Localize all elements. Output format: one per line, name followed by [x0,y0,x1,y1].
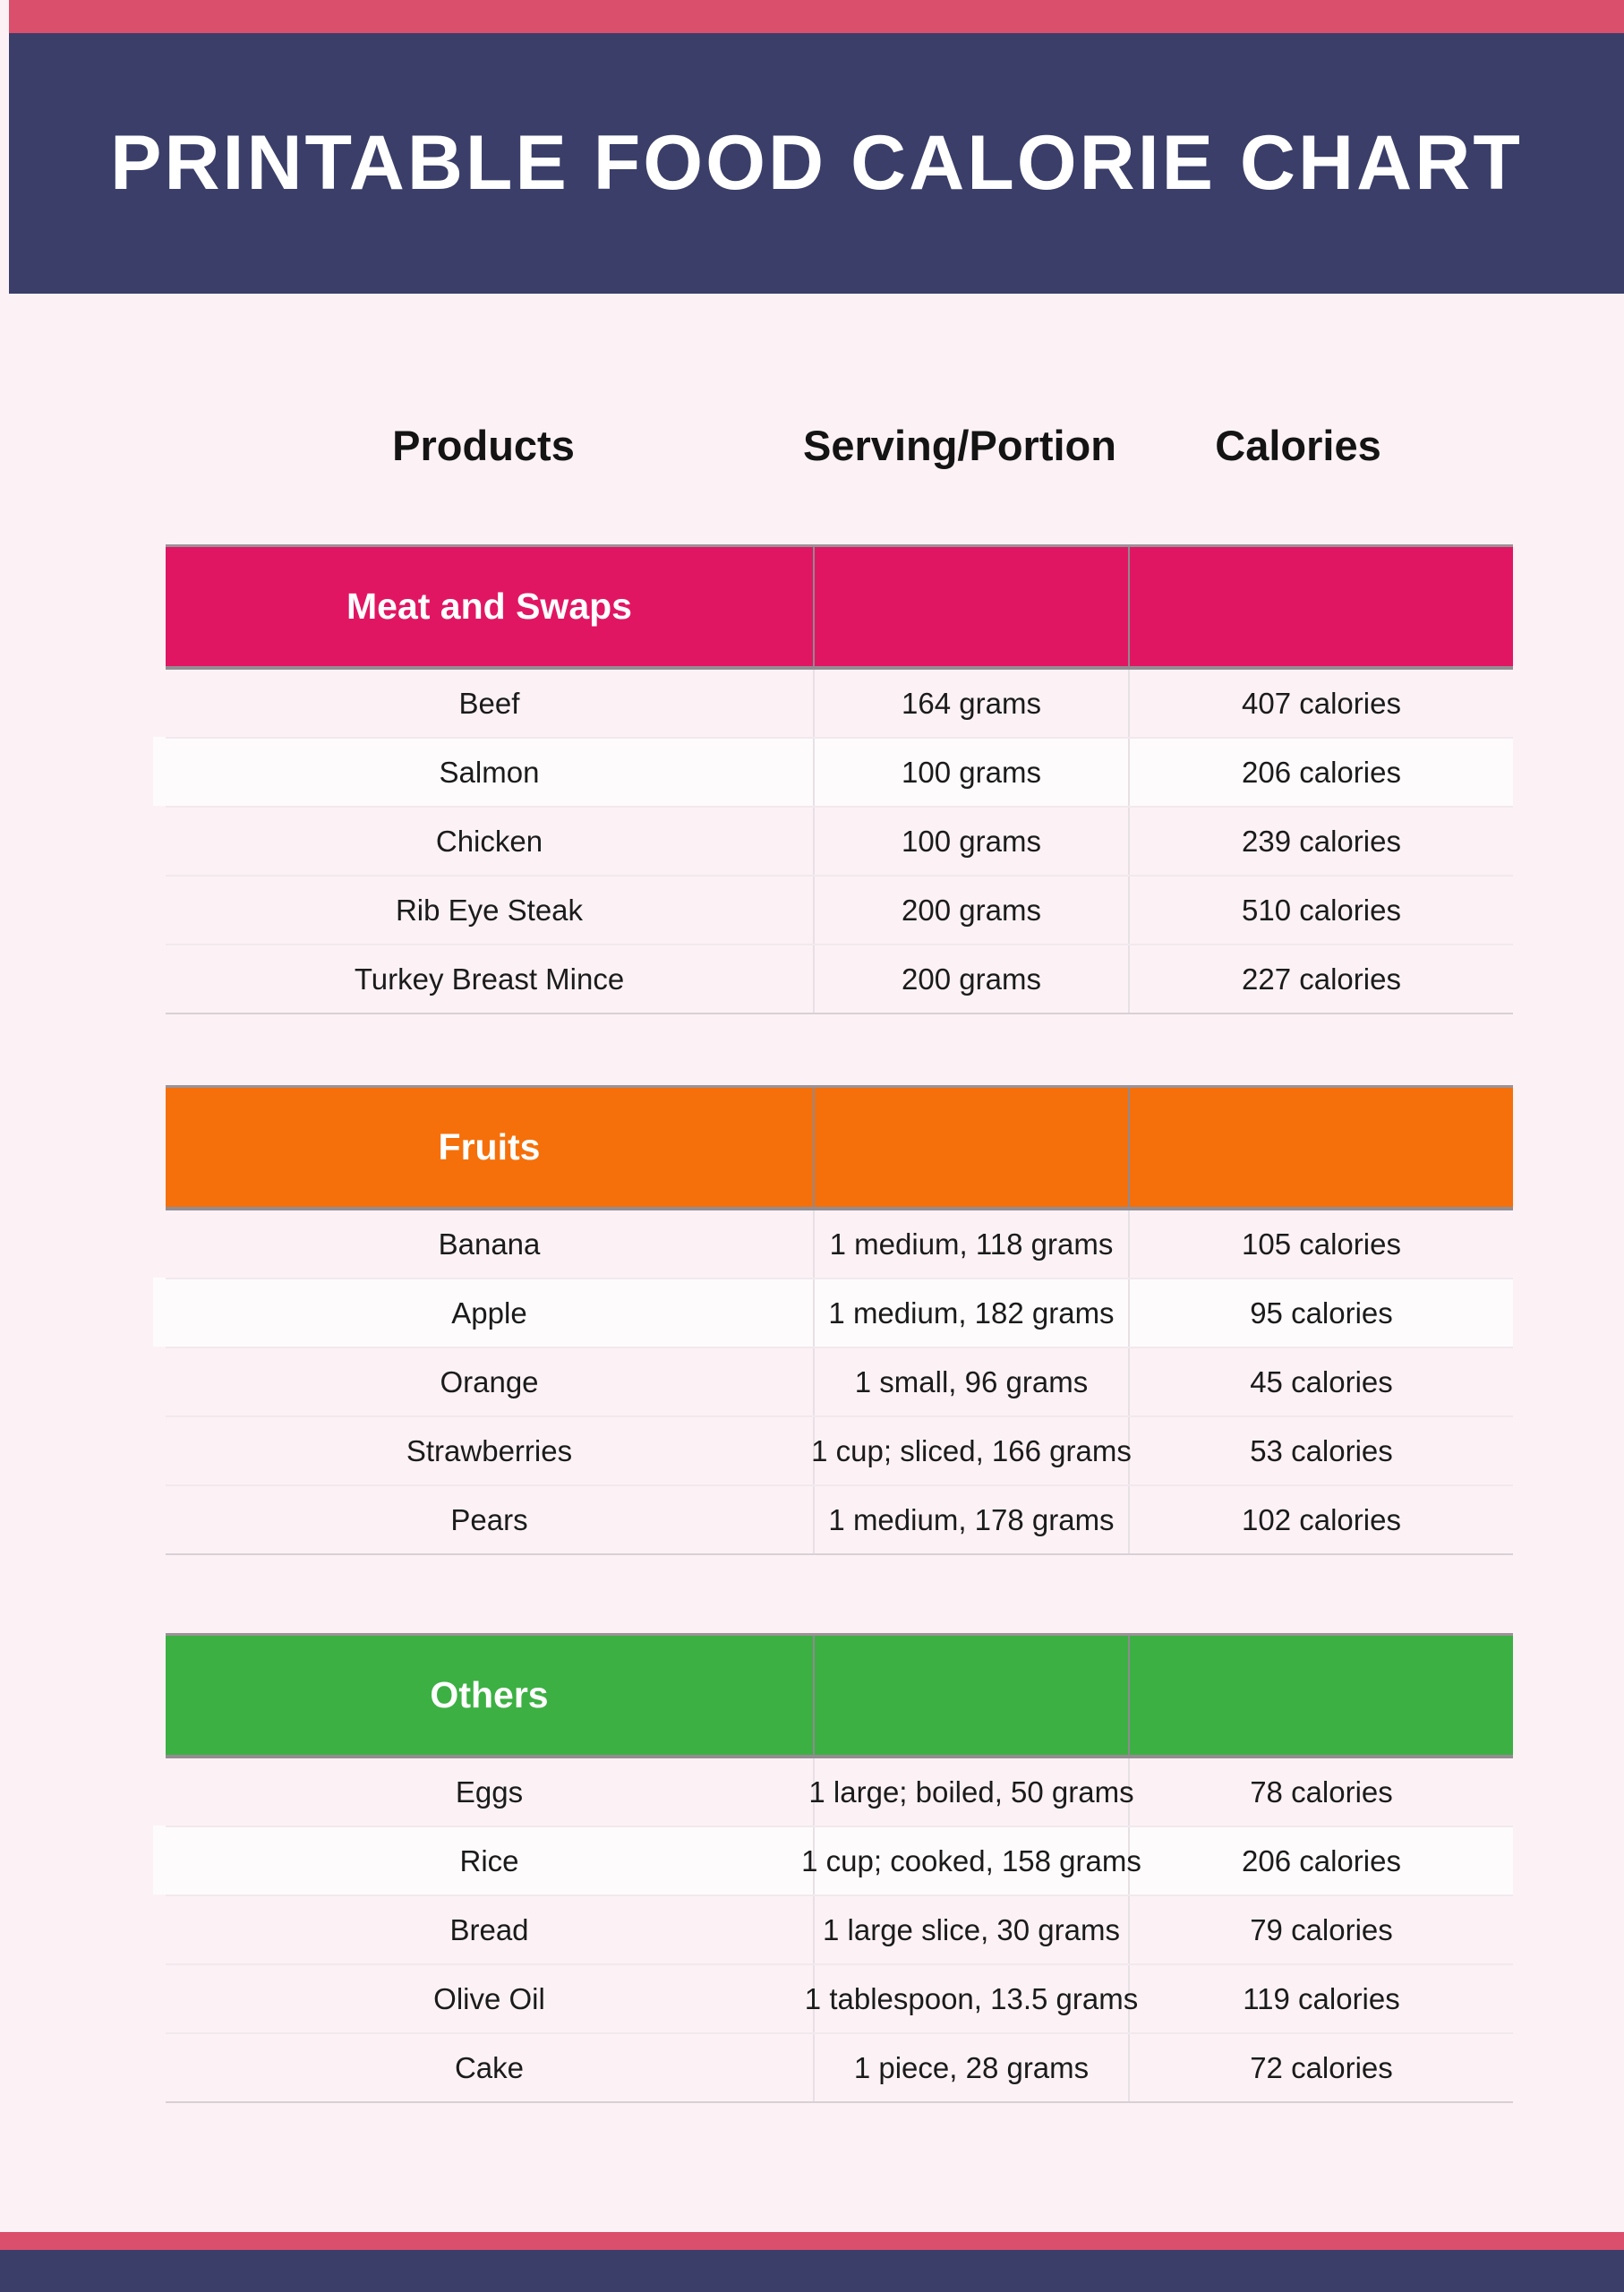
section-table [166,544,1513,1014]
page-title: PRINTABLE FOOD CALORIE CHART [110,120,1523,206]
serving-cell: 1 large; boiled, 50 grams [815,1758,1130,1826]
serving-cell: 1 medium, 182 grams [815,1279,1130,1347]
table-row [166,1896,1513,1965]
table-row [166,1348,1513,1417]
section-rows [166,1758,1513,2103]
section-header [166,1085,1513,1210]
product-cell: Bread [166,1896,815,1963]
product-cell: Rice [166,1827,815,1894]
section-header-cell [1130,1636,1513,1755]
header-banner [9,33,1624,294]
product-cell: Beef [166,670,815,737]
serving-cell: 1 cup; cooked, 158 grams [815,1827,1130,1894]
calories-cell: 227 calories [1242,962,1401,996]
table-row [166,1965,1513,2034]
section-label: Meat and Swaps [346,586,632,627]
table-row [166,1210,1513,1279]
serving-cell: 100 grams [815,808,1130,875]
serving-cell: 164 grams [815,670,1130,737]
section-label: Others [430,1674,549,1715]
section-rows [166,1210,1513,1555]
table-row [166,877,1513,945]
serving-cell: 1 large slice, 30 grams [815,1896,1130,1963]
calories-cell: 78 calories [1250,1775,1393,1809]
section-header-cell [1130,1088,1513,1207]
product-cell: Olive Oil [166,1965,815,2032]
product-cell: Cake [166,2034,815,2101]
section-header-cell [815,1636,1130,1755]
section-header [166,544,1513,670]
calories-cell: 239 calories [1242,824,1401,858]
section-label: Fruits [438,1126,541,1167]
footer-banner [0,2250,1624,2292]
top-accent-bar [9,0,1624,33]
calories-cell: 95 calories [1250,1296,1393,1330]
calories-cell: 102 calories [1242,1502,1401,1536]
table-row [166,670,1513,739]
section-header-cell [166,547,815,666]
serving-cell: 1 tablespoon, 13.5 grams [815,1965,1130,2032]
product-cell: Pears [166,1486,815,1553]
product-cell: Banana [166,1210,815,1278]
table-row [166,1827,1513,1896]
serving-cell: 200 grams [815,877,1130,944]
calories-cell: 45 calories [1250,1364,1393,1398]
product-cell: Salmon [166,739,815,806]
serving-cell: 1 piece, 28 grams [815,2034,1130,2101]
calories-cell: 510 calories [1242,893,1401,927]
calories-cell: 206 calories [1242,755,1401,789]
serving-cell: 1 cup; sliced, 166 grams [815,1417,1130,1484]
table-row [166,808,1513,877]
product-cell: Eggs [166,1758,815,1826]
column-header-serving: Serving/Portion [803,422,1116,469]
calories-cell: 105 calories [1242,1227,1401,1261]
table-row [166,1279,1513,1348]
product-cell: Apple [166,1279,815,1347]
section-header [166,1633,1513,1758]
calories-cell: 119 calories [1243,1981,1400,2015]
product-cell: Strawberries [166,1417,815,1484]
table-row [166,945,1513,1013]
table-row [166,1486,1513,1553]
section-table [166,1085,1513,1555]
section-header-cell [166,1088,815,1207]
calories-cell: 72 calories [1250,2050,1393,2084]
section-header-cell [1130,547,1513,666]
calories-cell: 53 calories [1250,1433,1393,1467]
calories-cell: 206 calories [1242,1843,1401,1877]
table-row [166,1417,1513,1486]
calories-cell: 79 calories [1250,1912,1393,1946]
product-cell: Orange [166,1348,815,1415]
serving-cell: 1 small, 96 grams [815,1348,1130,1415]
section-header-cell [166,1636,815,1755]
table-row [166,1758,1513,1827]
product-cell: Rib Eye Steak [166,877,815,944]
table-row [166,2034,1513,2101]
serving-cell: 1 medium, 118 grams [815,1210,1130,1278]
section-header-cell [815,547,1130,666]
serving-cell: 100 grams [815,739,1130,806]
calories-cell: 407 calories [1242,686,1401,720]
column-header-products: Products [392,422,575,469]
section-rows [166,670,1513,1014]
section-table [166,1633,1513,2103]
serving-cell: 200 grams [815,945,1130,1013]
serving-cell: 1 medium, 178 grams [815,1486,1130,1553]
column-header-calories: Calories [1215,422,1381,469]
product-cell: Turkey Breast Mince [166,945,815,1013]
footer-accent-bar [0,2232,1624,2250]
product-cell: Chicken [166,808,815,875]
table-row [166,739,1513,808]
section-header-cell [815,1088,1130,1207]
